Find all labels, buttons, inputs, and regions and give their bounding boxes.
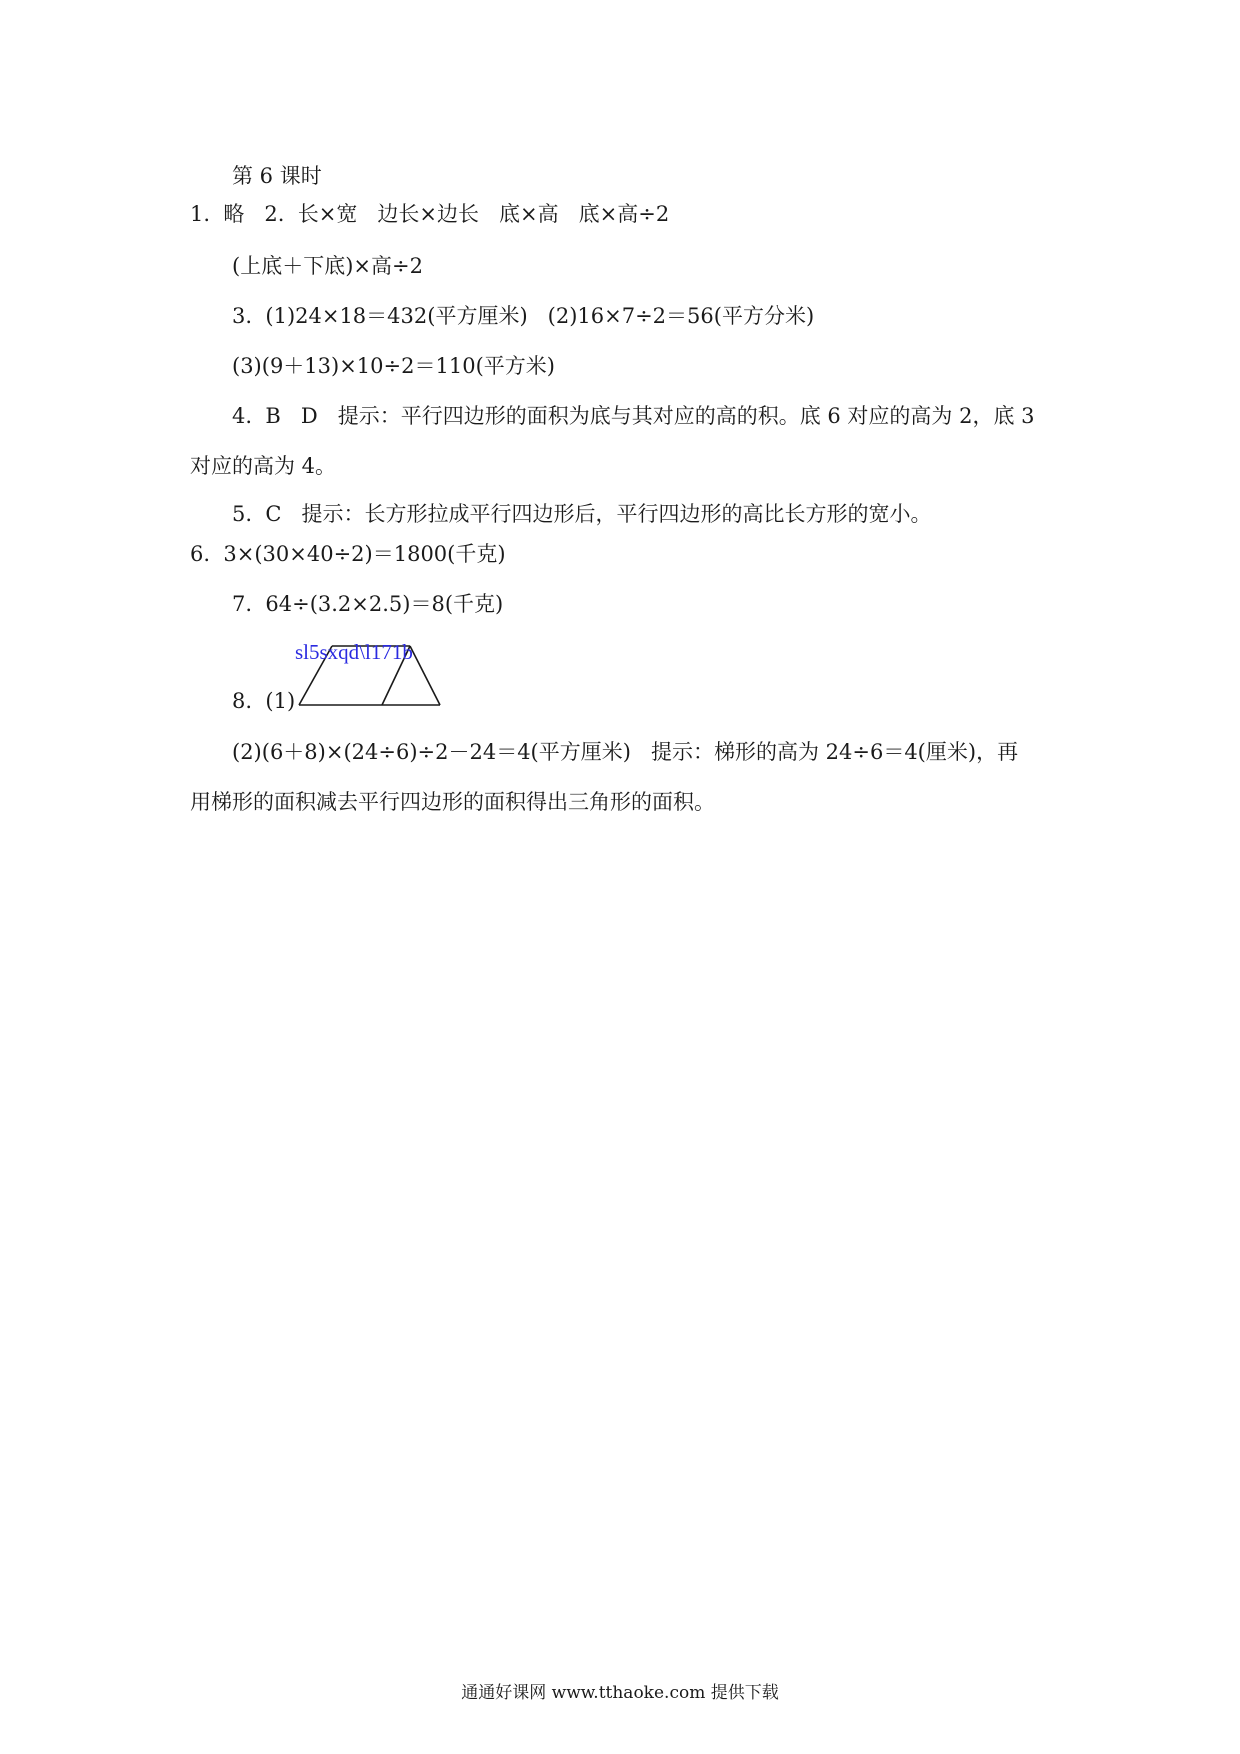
trapezoid-right-edge — [410, 646, 440, 705]
answer-1-2: 1. 略 2. 长×宽 边长×边长 底×高 底×高÷2 — [190, 202, 670, 226]
answer-3-part-3: (3)(9＋13)×10÷2＝110(平方米) — [232, 354, 555, 378]
answer-5: 5. C 提示：长方形拉成平行四边形后，平行四边形的高比长方形的宽小。 — [232, 502, 932, 526]
answer-7: 7. 64÷(3.2×2.5)＝8(千克) — [232, 592, 504, 616]
footer-source: 通通好课网 www.tthaoke.com 提供下载 — [461, 1683, 779, 1703]
answer-6: 6. 3×(30×40÷2)＝1800(千克) — [190, 542, 506, 566]
answer-8-part-1-label: 8. (1) — [232, 689, 296, 713]
answer-4-continued: 对应的高为 4。 — [190, 454, 337, 478]
answer-3: 3. (1)24×18＝432(平方厘米) (2)16×7÷2＝56(平方分米) — [232, 304, 815, 328]
answer-8-part-2: (2)(6＋8)×(24÷6)÷2－24＝4(平方厘米) 提示：梯形的高为 24÷6＝4(厘米)，再 — [232, 740, 1019, 764]
answer-8-part-2-continued: 用梯形的面积减去平行四边形的面积得出三角形的面积。 — [190, 790, 715, 814]
answer-2-continued: (上底＋下底)×高÷2 — [232, 254, 423, 278]
figure-code-label: sl5sxqd\l171b — [295, 640, 413, 664]
section-title: 第 6 课时 — [232, 164, 322, 188]
trapezoid-figure — [292, 640, 452, 708]
answer-4: 4. B D 提示：平行四边形的面积为底与其对应的高的积。底 6 对应的高为 2，底 3 — [232, 404, 1035, 428]
